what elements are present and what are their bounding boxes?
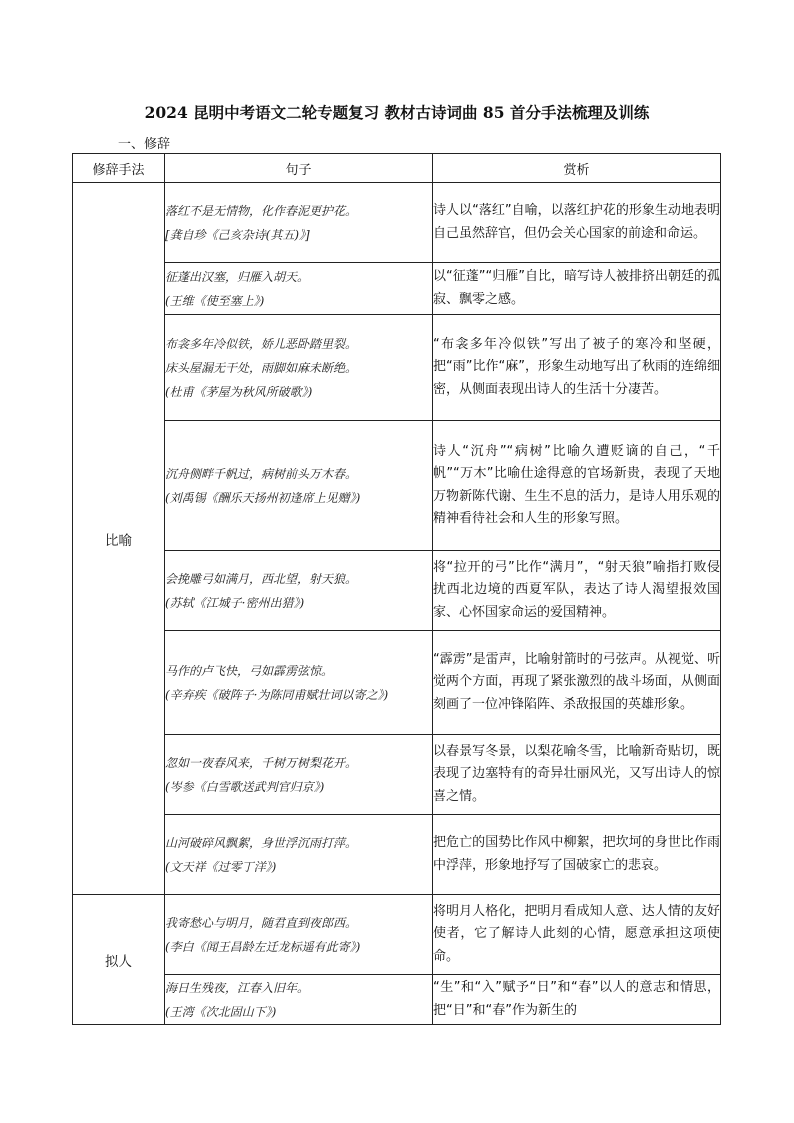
table-header-row <box>73 154 721 183</box>
poem-source: (岑参《白雪歌送武判官归京》) <box>165 779 325 794</box>
poem-source: [龚自珍《己亥杂诗(其五)》] <box>165 227 310 242</box>
poem-line: 征蓬出汉塞，归雁入胡天。 <box>165 269 310 284</box>
page-title: 2024 昆明中考语文二轮专题复习 教材古诗词曲 85 首分手法梳理及训练 <box>144 103 650 122</box>
sentence-cell <box>165 895 433 975</box>
poem-source: (辛弃疾《破阵子·为陈同甫赋壮词以寄之》) <box>165 687 389 702</box>
analysis-cell: 以“征蓬”“归雁”自比，暗写诗人被排挤出朝廷的孤寂、飘零之感。 <box>433 263 721 315</box>
header-technique: 修辞手法 <box>73 154 165 183</box>
analysis-cell: 诗人以“落红”自喻，以落红护花的形象生动地表明自己虽然辞官，但仍会关心国家的前途和命运。 <box>433 183 721 263</box>
analysis-cell: “霹雳”是雷声，比喻射箭时的弓弦声。从视觉、听觉两个方面，再现了紧张激烈的战斗场面，从侧面刻画了一位冲锋陷阵、杀敌报国的英雄形象。 <box>433 631 721 735</box>
poem-source: (文天祥《过零丁洋》) <box>165 859 277 874</box>
poem-line: 会挽雕弓如满月，西北望，射天狼。 <box>165 571 358 586</box>
poem-line: 落红不是无情物，化作春泥更护花。 <box>165 203 358 218</box>
sentence-cell <box>165 975 433 1025</box>
poem-source: (王湾《次北固山下》) <box>165 1004 277 1019</box>
sentence-cell <box>165 631 433 735</box>
sentence-cell <box>165 551 433 631</box>
analysis-cell: 以春景写冬景，以梨花喻冬雪，比喻新奇贴切，既表现了边塞特有的奇异壮丽风光，又写出诗人的惊喜之情。 <box>433 735 721 815</box>
poem-line: 床头屋漏无干处，雨脚如麻未断绝。 <box>165 360 358 375</box>
sentence-cell <box>165 315 433 421</box>
analysis-cell: “布衾多年冷似铁”写出了被子的寒冷和坚硬，把“雨”比作“麻”，形象生动地写出了秋雨的连绵细密，从侧面表现出诗人的生活十分凄苦。 <box>433 315 721 421</box>
table-row <box>73 631 721 735</box>
sentence-cell <box>165 735 433 815</box>
poem-source: (王维《使至塞上》) <box>165 293 265 308</box>
table-row <box>73 183 721 263</box>
analysis-cell: 把危亡的国势比作风中柳絮，把坎坷的身世比作雨中浮萍，形象地抒写了国破家亡的悲哀。 <box>433 815 721 895</box>
poem-source: (杜甫《茅屋为秋风所破歌》) <box>165 384 313 399</box>
poem-line: 山河破碎风飘絮，身世浮沉雨打萍。 <box>165 835 358 850</box>
poem-line: 沉舟侧畔千帆过，病树前头万木春。 <box>165 466 358 481</box>
poem-line: 布衾多年冷似铁，娇儿恶卧踏里裂。 <box>165 336 358 351</box>
section-heading: 一、修辞 <box>118 137 171 152</box>
poem-source: (苏轼《江城子·密州出猎》) <box>165 595 305 610</box>
sentence-cell <box>165 421 433 551</box>
table-row <box>73 263 721 315</box>
rhetoric-table <box>72 153 721 1025</box>
poem-line: 海日生残夜，江春入旧年。 <box>165 980 310 995</box>
analysis-cell: 将“拉开的弓”比作“满月”，“射天狼”喻指打败侵扰西北边境的西夏军队，表达了诗人渴望报效国家、心怀国家命运的爱国精神。 <box>433 551 721 631</box>
poem-line: 忽如一夜春风来，千树万树梨花开。 <box>165 755 358 770</box>
sentence-cell <box>165 815 433 895</box>
sentence-cell <box>165 263 433 315</box>
header-analysis: 赏析 <box>433 154 721 183</box>
table-row <box>73 315 721 421</box>
analysis-cell: “生”和“入”赋予“日”和“春”以人的意志和情思，把“日”和“春”作为新生的 <box>433 975 721 1025</box>
technique-cell: 比喻 <box>73 183 165 895</box>
table-row <box>73 551 721 631</box>
analysis-cell: 将明月人格化，把明月看成知人意、达人情的友好使者，它了解诗人此刻的心情，愿意承担这项使命。 <box>433 895 721 975</box>
table-row <box>73 975 721 1025</box>
header-sentence: 句子 <box>165 154 433 183</box>
poem-source: (刘禹锡《酬乐天扬州初逢席上见赠》) <box>165 490 361 505</box>
table-row <box>73 815 721 895</box>
technique-cell: 拟人 <box>73 895 165 1025</box>
analysis-cell: 诗人“沉舟”“病树”比喻久遭贬谪的自己，“千帆”“万木”比喻仕途得意的官场新贵，表现了天地万物新陈代谢、生生不息的活力，是诗人用乐观的精神看待社会和人生的形象写照。 <box>433 421 721 551</box>
table-row <box>73 895 721 975</box>
poem-line: 我寄愁心与明月，随君直到夜郎西。 <box>165 915 358 930</box>
table-row <box>73 735 721 815</box>
table-row <box>73 421 721 551</box>
poem-line: 马作的卢飞快，弓如霹雳弦惊。 <box>165 663 334 678</box>
sentence-cell <box>165 183 433 263</box>
poem-source: (李白《闻王昌龄左迁龙标遥有此寄》) <box>165 939 361 954</box>
